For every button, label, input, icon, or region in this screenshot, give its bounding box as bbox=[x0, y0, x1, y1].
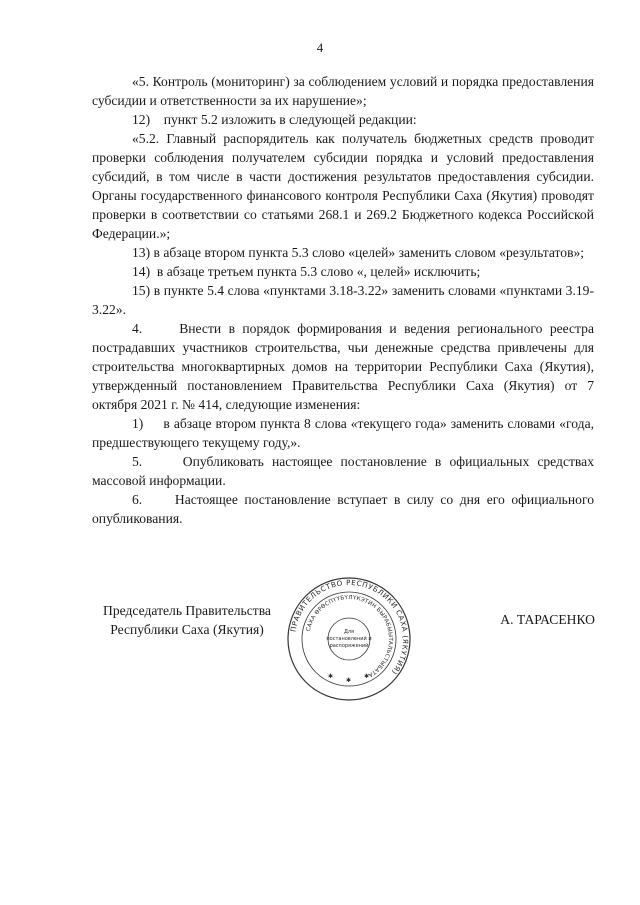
seal-star-icons bbox=[328, 673, 369, 684]
official-seal bbox=[286, 576, 412, 702]
seal-outer-text: ПРАВИТЕЛЬСТВО РЕСПУБЛИКИ САХА (ЯКУТИЯ) bbox=[288, 577, 411, 677]
signatory-title-line: Республики Саха (Якутия) bbox=[110, 622, 264, 637]
seal-center-line: постановлений и bbox=[326, 636, 372, 642]
document-body bbox=[92, 72, 594, 528]
seal-center-line: Для bbox=[343, 629, 355, 635]
svg-text:✱: ✱ bbox=[346, 677, 352, 684]
svg-text:✱: ✱ bbox=[328, 673, 334, 680]
paragraph: «5.2. Главный распорядитель как получатель бюджетных средств проводит проверки соблюдения получателем субсидии порядка и условий предоставления субсидий, в том числе в части достижения результатов предоставления субсидии. Органы государственного финансового контроля Республики Саха (Якутия) проводят проверки в соответствии со статьями 268.1 и 269.2 Бюджетного кодекса Российской Федерации.»; bbox=[92, 131, 594, 241]
signatory-title bbox=[92, 601, 282, 639]
paragraph: 6. Настоящее постановление вступает в силу со дня его официального опубликования. bbox=[92, 492, 594, 526]
page-number: 4 bbox=[316, 40, 324, 55]
seal-inner-text: САХА ӨРӨСПҮҮБҮЛҮКЭТИН БЫРАБЫЫТАЛЬСТЫБАТА bbox=[305, 594, 394, 678]
paragraph: 15) в пункте 5.4 слова «пунктами 3.18-3.22» заменить словами «пунктами 3.19-3.22». bbox=[92, 283, 594, 317]
paragraph: 13) в абзаце втором пункта 5.3 слово «целей» заменить словом «результатов»; bbox=[132, 245, 585, 260]
paragraph: 4. Внести в порядок формирования и ведения регионального реестра пострадавших участников строительства, чьи денежные средства привлечены для строительства многоквартирных домов на территории Республики Саха (Якутия), утвержденный постановлением Правительства Республики Саха (Якутия) от 7 октября 2021 г. № 414, следующие изменения: bbox=[92, 321, 594, 412]
paragraph: «5. Контроль (мониторинг) за соблюдением условий и порядка предоставления субсидии и ответственности за их нарушение»; bbox=[92, 74, 594, 108]
signatory-name: А. ТАРАСЕНКО bbox=[500, 612, 595, 627]
signatory-title-line: Председатель Правительства bbox=[103, 603, 271, 618]
paragraph: 1) в абзаце втором пункта 8 слова «текущего года» заменить словами «года, предшествующего текущему году,». bbox=[92, 416, 594, 450]
paragraph: 12) пункт 5.2 изложить в следующей редакции: bbox=[132, 112, 417, 127]
paragraph: 14) в абзаце третьем пункта 5.3 слово «, целей» исключить; bbox=[132, 264, 481, 279]
paragraph: 5. Опубликовать настоящее постановление в официальных средствах массовой информации. bbox=[92, 454, 594, 488]
svg-text:✱: ✱ bbox=[364, 673, 370, 680]
seal-center-line: распоряжений bbox=[329, 643, 369, 649]
